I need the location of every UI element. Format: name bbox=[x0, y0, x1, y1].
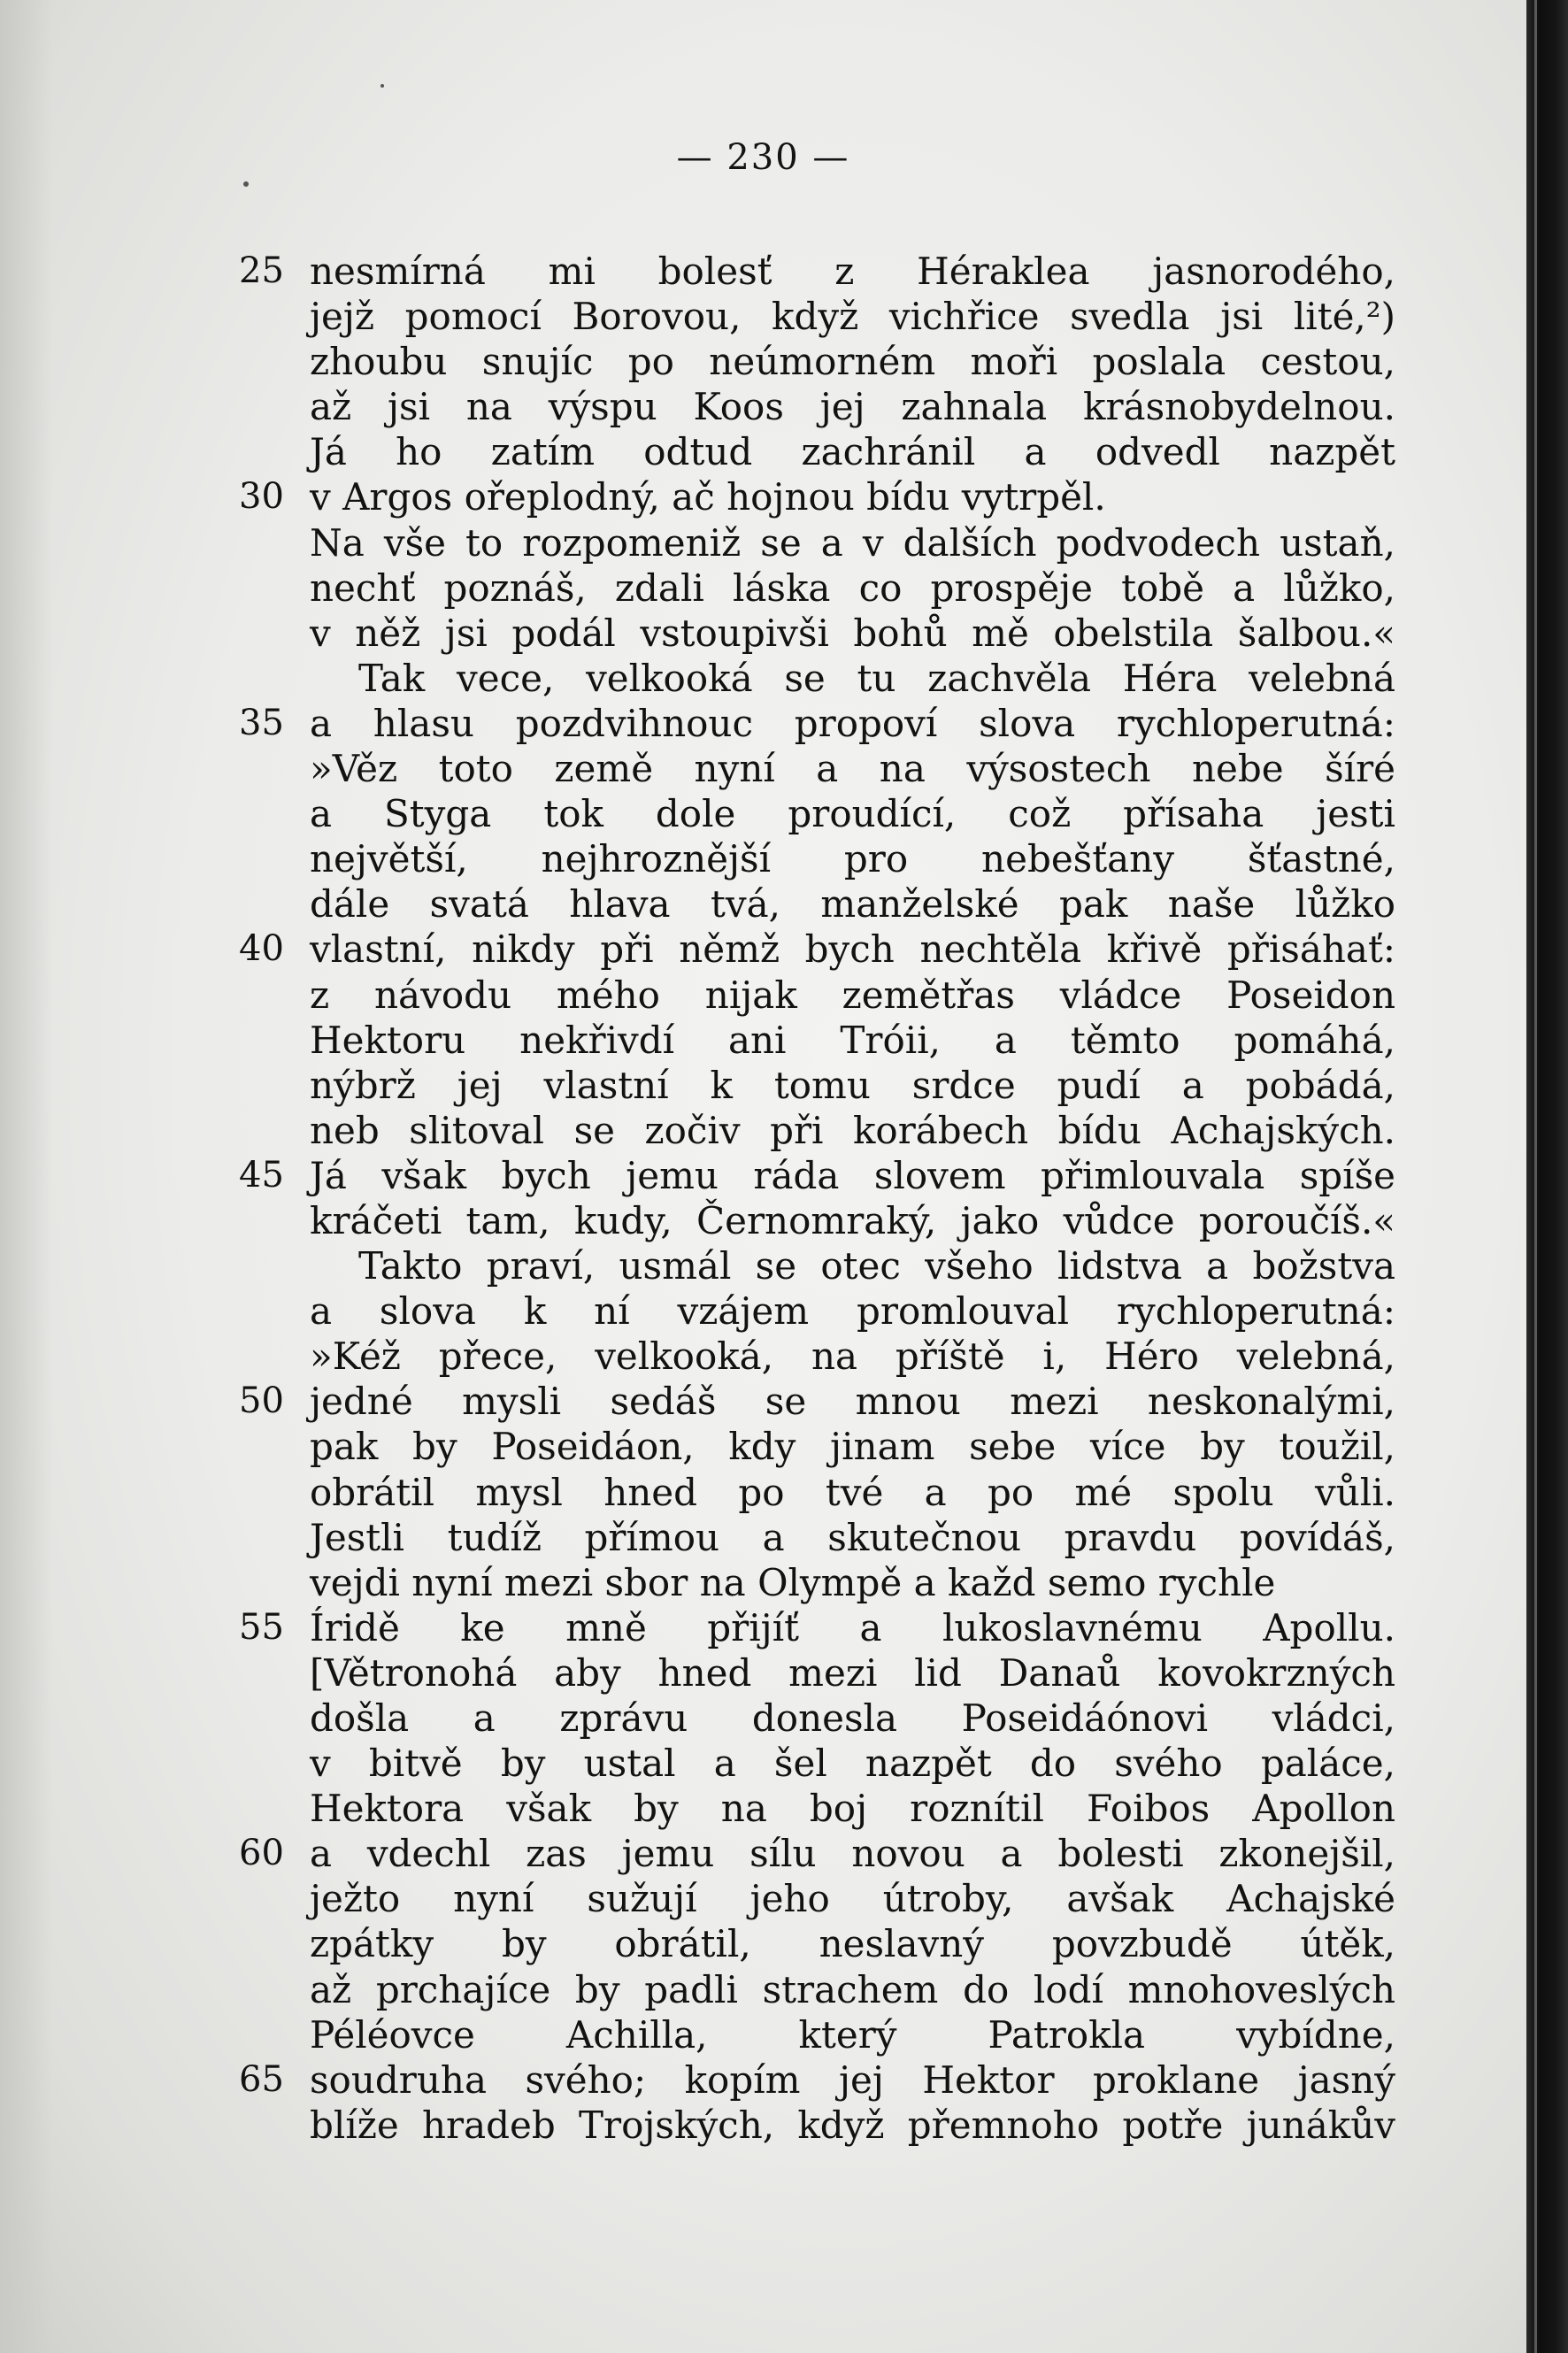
verse-line bbox=[234, 1470, 1395, 1515]
verse-line bbox=[234, 1424, 1395, 1469]
verse-line bbox=[234, 1288, 1395, 1334]
verse-text: jedné mysli sedáš se mnou mezi neskonalými, bbox=[310, 1380, 1395, 1424]
page-number: — 230 — bbox=[676, 137, 850, 178]
verse-text: soudruha svého; kopím jej Hektor proklane jasný bbox=[310, 2057, 1395, 2102]
verse-line bbox=[234, 1153, 1395, 1198]
verse-text: nechť poznáš, zdali láska co prospěje tobě a lůžko, bbox=[310, 565, 1395, 610]
verse-text: vlastní, nikdy při němž bych nechtěla křivě přisáhať: bbox=[310, 927, 1395, 972]
verse-line bbox=[234, 1605, 1395, 1650]
verse-line bbox=[234, 1560, 1395, 1605]
verse-text: až jsi na výspu Koos jej zahnala krásnobydelnou. bbox=[310, 385, 1395, 429]
verse-text: Íridě ke mně přijíť a lukoslavnému Apollu. bbox=[310, 1605, 1395, 1649]
verse-text: Já ho zatím odtud zachránil a odvedl nazpět bbox=[310, 430, 1395, 474]
verse-text: v bitvě by ustal a šel nazpět do svého paláce, bbox=[310, 1742, 1395, 1786]
verse-line bbox=[234, 1379, 1395, 1424]
verse-text: ježto nyní sužují jeho útroby, avšak Achajské bbox=[310, 1877, 1395, 1921]
verse-line bbox=[234, 927, 1395, 972]
verse-text: došla a zprávu donesla Poseidáónovi vládci, bbox=[310, 1696, 1395, 1740]
verse-line bbox=[234, 1334, 1395, 1379]
verse-text: jejž pomocí Borovou, když vichřice svedla jsi lité,²) bbox=[310, 295, 1395, 339]
verse-line bbox=[234, 1786, 1395, 1831]
verse-line bbox=[234, 1018, 1395, 1063]
verse-text: Tak vece, velkooká se tu zachvěla Héra velebná bbox=[358, 656, 1395, 700]
verse-line bbox=[234, 2012, 1395, 2057]
verse-text: Takto praví, usmál se otec všeho lidstva a božstva bbox=[358, 1244, 1395, 1288]
verse-text: Péléovce Achilla, který Patrokla vybídne, bbox=[310, 2012, 1395, 2057]
verse-line bbox=[234, 520, 1395, 565]
verse-text: »Kéž přece, velkooká, na příště i, Héro velebná, bbox=[310, 1334, 1395, 1379]
verse-line bbox=[234, 1063, 1395, 1108]
verse-text: obrátil mysl hned po tvé a po mé spolu vůli. bbox=[310, 1470, 1395, 1514]
verse-line bbox=[234, 656, 1395, 701]
line-number: 55 bbox=[239, 1606, 284, 1648]
verse-line bbox=[234, 746, 1395, 791]
paper-shadow-left bbox=[0, 0, 53, 2353]
verse-text: zhoubu snujíc po neúmorném moři poslala cestou, bbox=[310, 340, 1395, 384]
verse-line bbox=[234, 791, 1395, 836]
verse-text: dále svatá hlava tvá, manželské pak naše lůžko bbox=[310, 882, 1395, 927]
line-number: 30 bbox=[239, 476, 284, 518]
verse-text: a Styga tok dole proudící, což přísaha jesti bbox=[310, 792, 1395, 836]
poem-text bbox=[234, 249, 1403, 2148]
verse-text: a vdechl zas jemu sílu novou a bolesti zkonejšil, bbox=[310, 1832, 1395, 1876]
verse-text: až prchajíce by padli strachem do lodí mnohoveslých bbox=[310, 1967, 1395, 2011]
verse-text: Hektoru nekřivdí ani Tróii, a těmto pomáhá, bbox=[310, 1018, 1395, 1062]
verse-line bbox=[234, 1876, 1395, 1921]
verse-text: v Argos ořeplodný, ač hojnou bídu vytrpěl. bbox=[310, 475, 1106, 519]
verse-text: Na vše to rozpomeniž se a v dalších podvodech ustaň, bbox=[310, 520, 1395, 565]
verse-line bbox=[234, 2057, 1395, 2103]
verse-line bbox=[234, 1696, 1395, 1741]
verse-line bbox=[234, 565, 1395, 611]
verse-text: Já však bych jemu ráda slovem přimlouvala spíše bbox=[310, 1153, 1395, 1197]
verse-line bbox=[234, 1921, 1395, 1966]
verse-line bbox=[234, 973, 1395, 1018]
verse-text: zpátky by obrátil, neslavný povzbudě útěk, bbox=[310, 1922, 1395, 1966]
verse-text: blíže hradeb Trojských, když přemnoho potře junákův bbox=[310, 2103, 1395, 2147]
verse-text: nesmírná mi bolesť z Héraklea jasnorodého, bbox=[310, 250, 1395, 293]
dust-speck bbox=[380, 84, 384, 88]
verse-line bbox=[234, 611, 1395, 656]
verse-text: nýbrž jej vlastní k tomu srdce pudí a pobádá, bbox=[310, 1063, 1395, 1107]
line-number: 60 bbox=[239, 1833, 284, 1874]
verse-text: Hektora však by na boj roznítil Foibos Apollon bbox=[310, 1787, 1395, 1831]
verse-line bbox=[234, 294, 1395, 339]
verse-text: z návodu mého nijak zemětřas vládce Poseidon bbox=[310, 973, 1395, 1017]
verse-line bbox=[234, 339, 1395, 384]
verse-text: [Větronohá aby hned mezi lid Danaů kovokrzných bbox=[310, 1650, 1395, 1695]
verse-line bbox=[234, 836, 1395, 881]
verse-line bbox=[234, 1515, 1395, 1560]
verse-text: největší, nejhroznější pro nebešťany šťastné, bbox=[310, 837, 1395, 881]
line-number: 40 bbox=[239, 928, 284, 970]
verse-text: a slova k ní vzájem promlouval rychloperutná: bbox=[310, 1289, 1395, 1334]
verse-line bbox=[234, 474, 1395, 519]
verse-line bbox=[234, 429, 1395, 474]
verse-line bbox=[234, 1243, 1395, 1288]
line-number: 25 bbox=[239, 250, 284, 291]
line-number: 65 bbox=[239, 2058, 284, 2100]
dust-speck bbox=[243, 181, 249, 187]
verse-text: a hlasu pozdvihnouc propoví slova rychloperutná: bbox=[310, 701, 1395, 745]
book-spine-shadow bbox=[1526, 0, 1568, 2353]
verse-text: kráčeti tam, kudy, Černomraký, jako vůdce poroučíš.« bbox=[310, 1198, 1395, 1242]
verse-line bbox=[234, 2103, 1395, 2148]
verse-text: vejdi nyní mezi sbor na Olympě a každ semo rychle bbox=[310, 1560, 1276, 1604]
verse-line bbox=[234, 1650, 1395, 1696]
verse-text: »Věz toto země nyní a na výsostech nebe šíré bbox=[310, 747, 1395, 791]
line-number: 45 bbox=[239, 1154, 284, 1196]
line-number: 50 bbox=[239, 1380, 284, 1422]
verse-line bbox=[234, 1741, 1395, 1786]
line-number: 35 bbox=[239, 702, 284, 743]
verse-line bbox=[234, 1831, 1395, 1876]
verse-text: pak by Poseidáon, kdy jinam sebe více by toužil, bbox=[310, 1425, 1395, 1469]
verse-text: neb slitoval se zočiv při korábech bídu Achajských. bbox=[310, 1108, 1395, 1152]
verse-text: v něž jsi podál vstoupivši bohů mě obelstila šalbou.« bbox=[310, 611, 1395, 655]
verse-text: Jestli tudíž přímou a skutečnou pravdu povídáš, bbox=[310, 1515, 1395, 1559]
verse-line bbox=[234, 384, 1395, 429]
book-spine-edge bbox=[1534, 0, 1537, 2353]
verse-line bbox=[234, 881, 1395, 927]
verse-line bbox=[234, 249, 1395, 294]
verse-line bbox=[234, 1198, 1395, 1243]
verse-line bbox=[234, 1967, 1395, 2012]
verse-line bbox=[234, 1108, 1395, 1153]
verse-line bbox=[234, 701, 1395, 746]
